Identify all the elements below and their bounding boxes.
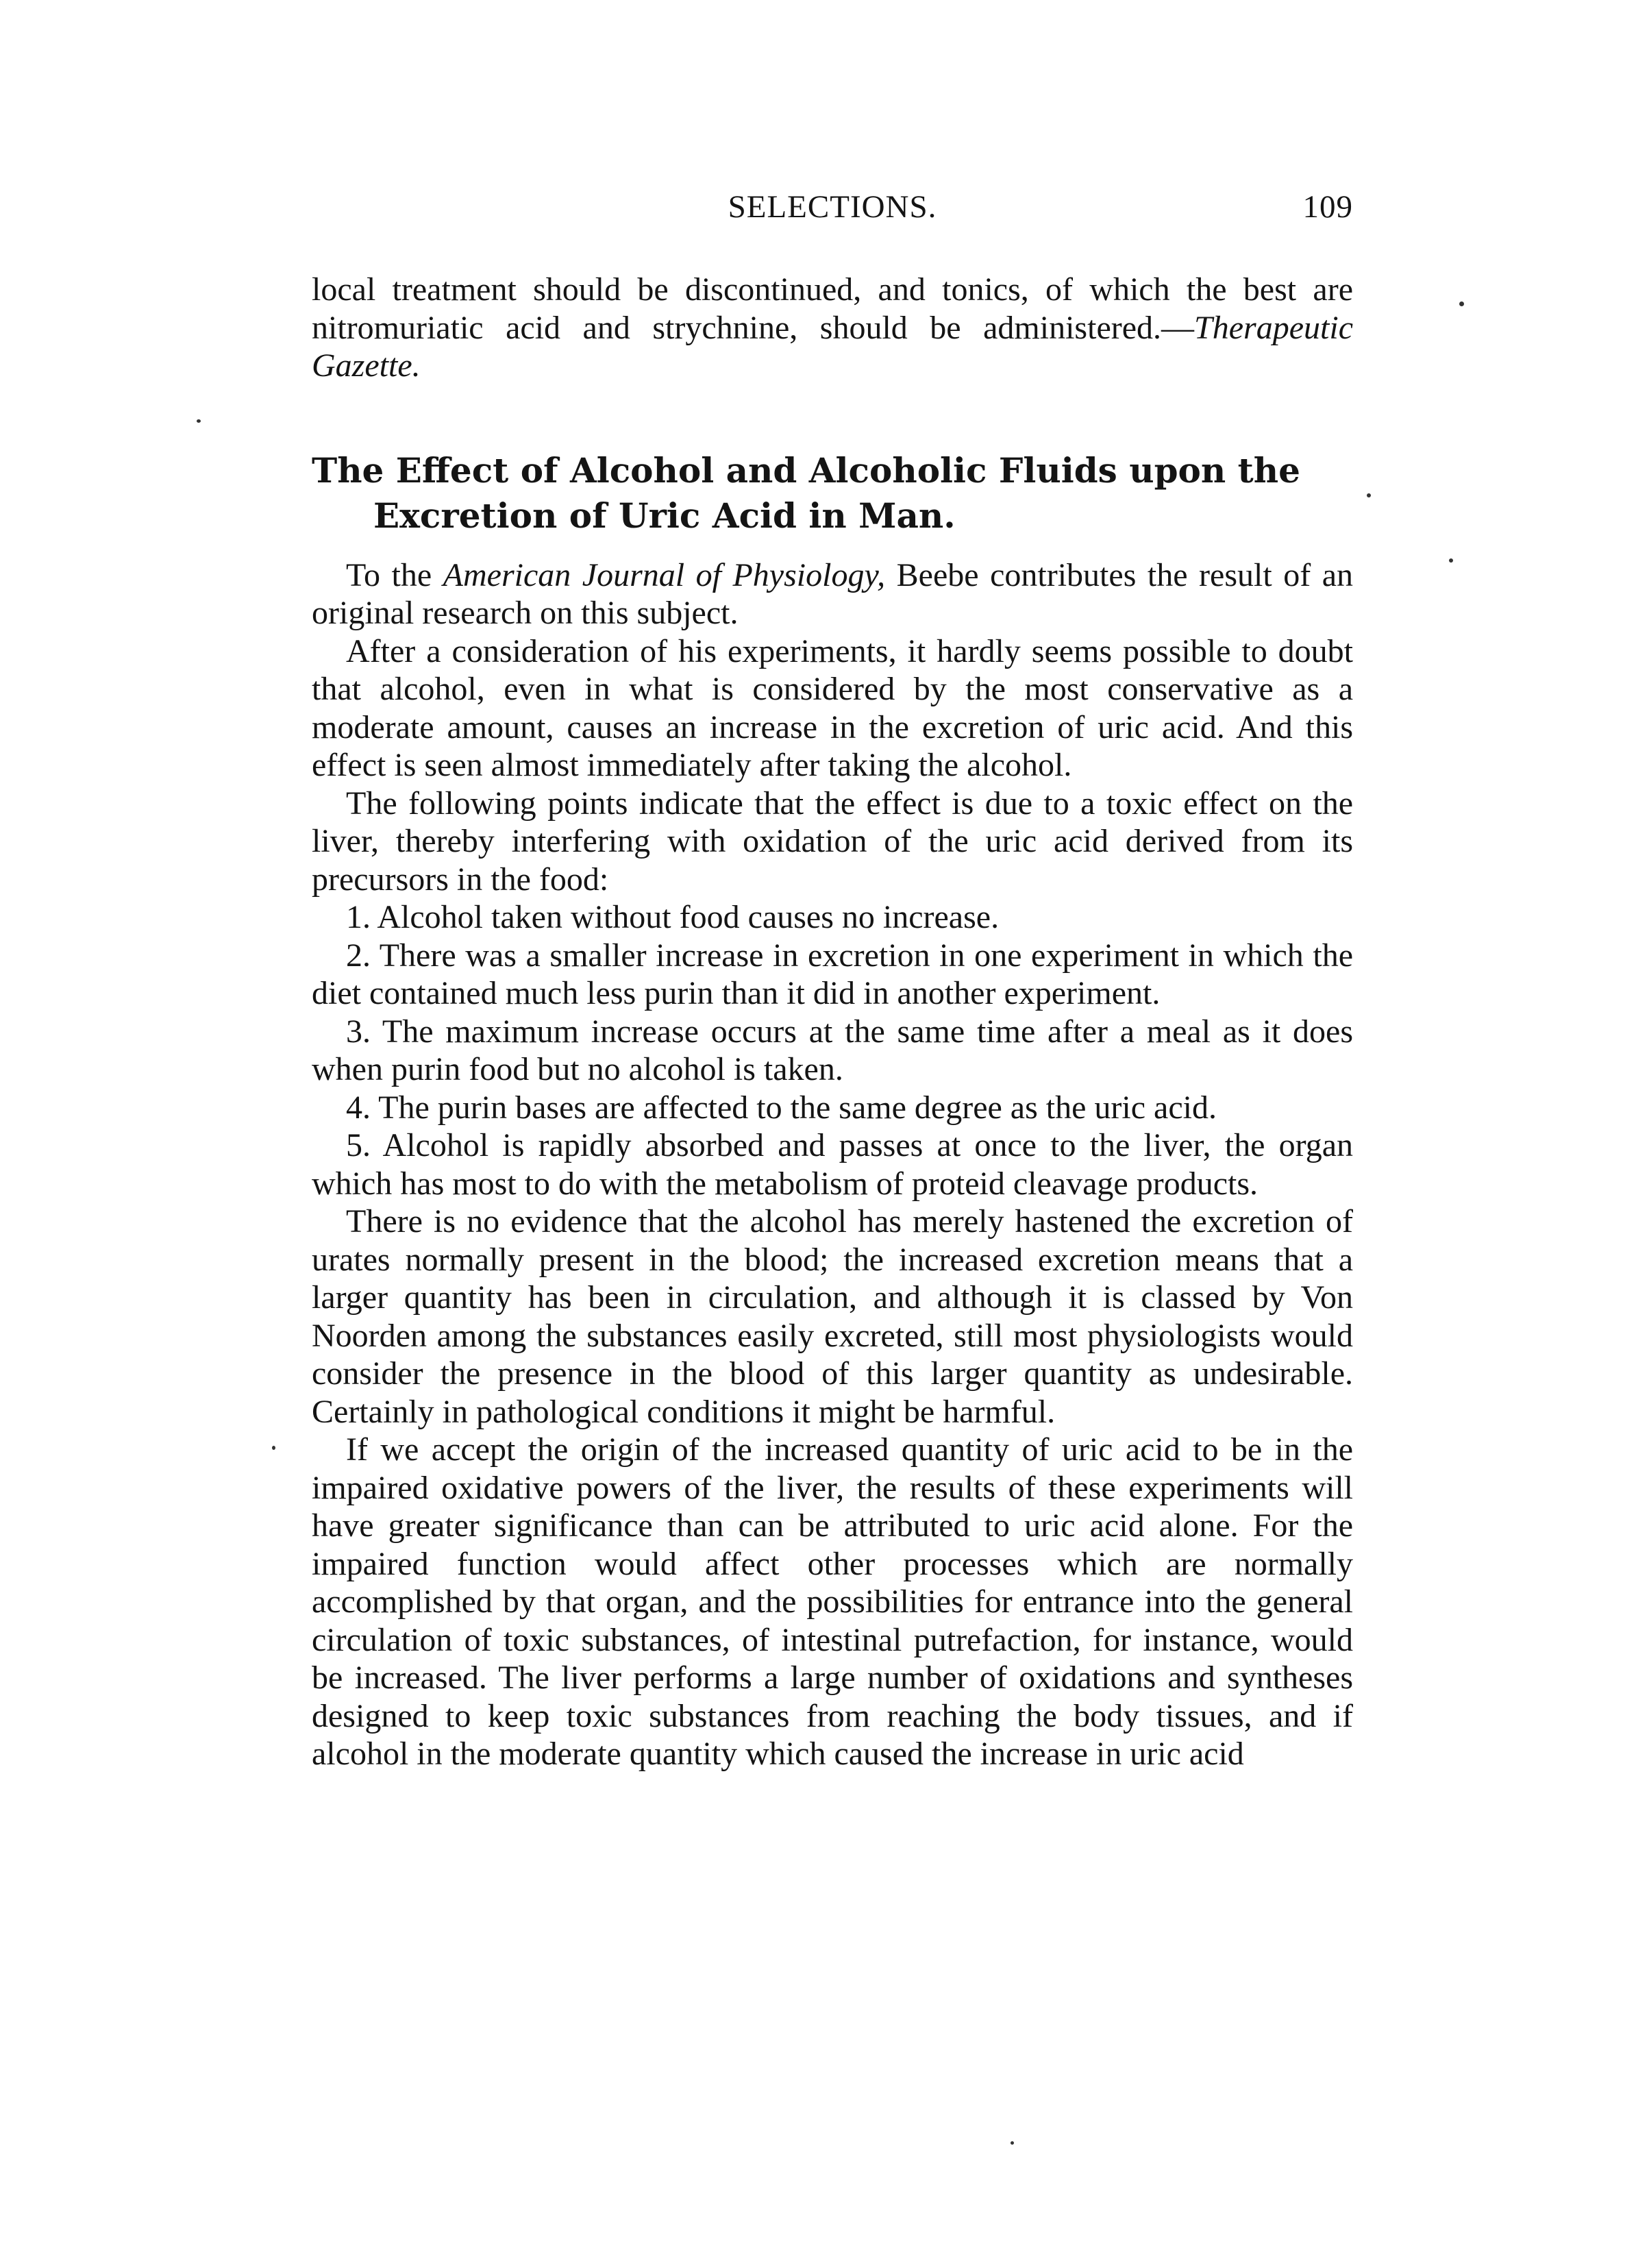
page-number: 109 bbox=[1302, 189, 1353, 225]
paragraph-experiments: After a consideration of his experiments, it hardly seems possible to doubt that alcohol, even in what is considered by the most conservative as a moderate amount, causes an increase in the excretion of uric acid. And this effect is seen almost immediately after taking the alcohol. bbox=[312, 632, 1353, 783]
scan-speck bbox=[1011, 2141, 1014, 2145]
intro-paragraph bbox=[312, 556, 1353, 632]
page-body bbox=[312, 271, 1353, 1773]
continuation-text: local treatment should be discontinued, and tonics, of which the best are nitromuriatic acid and strychnine, should be administered.— bbox=[312, 271, 1353, 346]
point-item: 2. There was a smaller increase in excretion in one experiment in which the diet contained much less purin than it did in another experiment. bbox=[312, 937, 1353, 1011]
point-item: 1. Alcohol taken without food causes no increase. bbox=[346, 899, 1000, 935]
scan-speck bbox=[1459, 301, 1464, 306]
paragraph-evidence: There is no evidence that the alcohol has merely hastened the excretion of urates normally present in the blood; the increased excretion means that a larger quantity has been in circulation, and although it is classed by Von Noorden among the substances easily excreted, still most physiologists would consider the presence in the blood of this larger quantity as undesirable. Certainly in pathological conditions it might be harmful. bbox=[312, 1203, 1353, 1430]
intro-before: To the bbox=[346, 556, 443, 593]
scan-speck bbox=[1449, 558, 1453, 563]
intro-after: Beebe contributes the result of an original research on this subject. bbox=[312, 556, 1354, 631]
point-item: 3. The maximum increase occurs at the same time after a meal as it does when purin food but no alcohol is taken. bbox=[312, 1013, 1353, 1087]
journal-name: American Journal of Physiology, bbox=[443, 556, 886, 593]
point-item: 5. Alcohol is rapidly absorbed and passes at once to the liver, the organ which has most to do with the metabolism of proteid cleavage products. bbox=[312, 1127, 1353, 1202]
scan-speck bbox=[272, 1446, 275, 1450]
running-title: SELECTIONS. bbox=[728, 189, 937, 225]
article-title: The Effect of Alcohol and Alcoholic Fluids upon the Excretion of Uric Acid in Man. bbox=[312, 449, 1300, 536]
point-item: 4. The purin bases are affected to the same degree as the uric acid. bbox=[346, 1089, 1217, 1126]
paragraph-points-intro: The following points indicate that the effect is due to a toxic effect on the liver, thereby interfering with oxidation of the uric acid derived from its precursors in the food: bbox=[312, 785, 1353, 898]
continuation-paragraph bbox=[312, 271, 1353, 385]
scan-speck bbox=[1367, 493, 1371, 497]
source-citation: Therapeutic Gazette. bbox=[312, 309, 1353, 384]
page-header bbox=[312, 188, 1353, 236]
paragraph-liver: If we accept the origin of the increased quantity of uric acid to be in the impaired oxidative powers of the liver, the results of these experiments will have greater significance than can be attributed to uric acid alone. For the impaired function would affect other processes which are normally accomplished by that organ, and the possibilities for entrance into the general circulation of toxic substances, of intestinal putrefaction, for instance, would be increased. The liver performs a large number of oxidations and syntheses designed to keep toxic substances from reaching the body tissues, and if alcohol in the moderate quantity which caused the increase in uric acid bbox=[312, 1431, 1353, 1772]
scan-speck bbox=[197, 419, 201, 423]
